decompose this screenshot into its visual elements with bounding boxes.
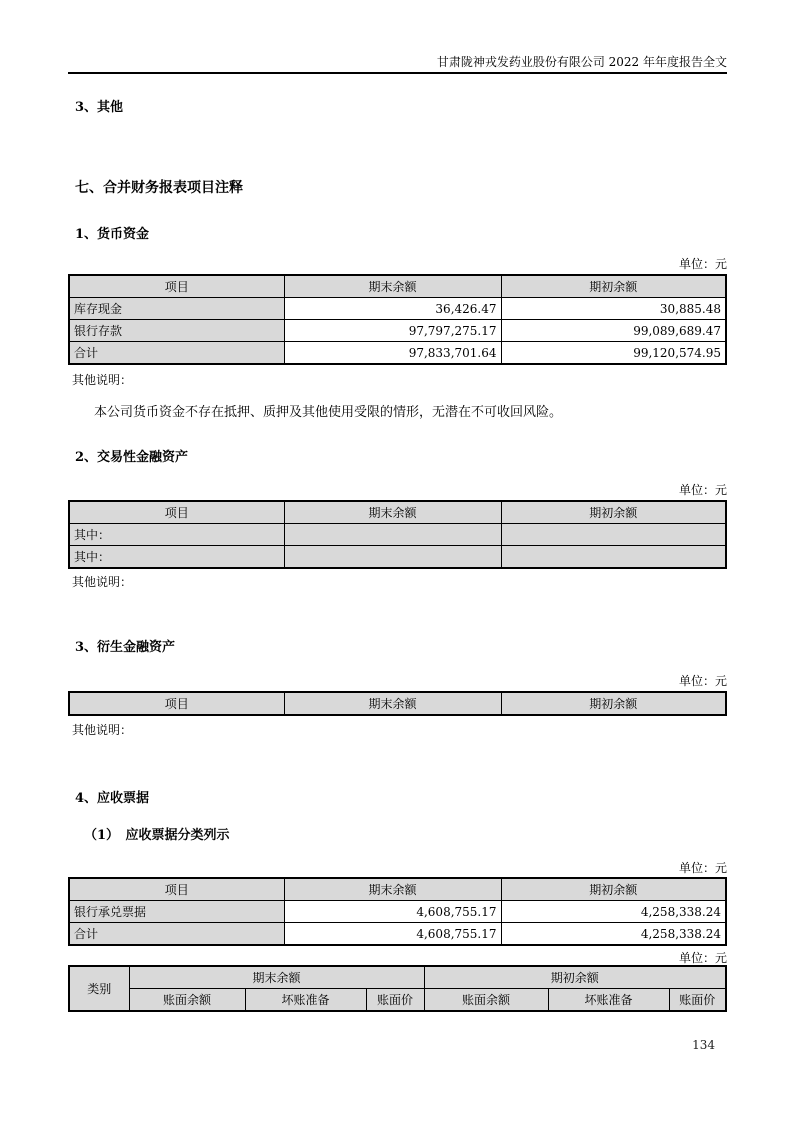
cell-ending: 4,608,755.17 [284, 901, 501, 923]
page-header-title: 甘肃陇神戎发药业股份有限公司 2022 年年度报告全文 [436, 55, 727, 69]
section-subheading-receivable-classification: （1） 应收票据分类列示 [84, 828, 230, 843]
col-header-item: 项目 [69, 275, 284, 298]
other-note-label: 其他说明： [72, 723, 133, 737]
section-heading-receivable: 4、应收票据 [75, 791, 150, 806]
trading-assets-table [68, 500, 727, 569]
cell-ending: 4,608,755.17 [284, 923, 501, 946]
unit-label: 单位：元 [678, 951, 727, 965]
col-header-item: 项目 [69, 692, 284, 715]
row-label: 其中： [69, 546, 284, 569]
cash-table [68, 274, 727, 365]
group-header-beginning: 期初余额 [424, 966, 726, 989]
header-rule [68, 72, 727, 74]
col-header-ending: 期末余额 [284, 878, 501, 901]
table-row [69, 524, 726, 546]
unit-label: 单位：元 [678, 674, 727, 688]
derivative-assets-table [68, 691, 727, 716]
cell-ending: 97,797,275.17 [284, 320, 501, 342]
notes-receivable-table [68, 877, 727, 946]
cell-ending [284, 524, 501, 546]
section-heading-notes: 七、合并财务报表项目注释 [75, 180, 243, 196]
row-label: 其中： [69, 524, 284, 546]
table-row-total [69, 923, 726, 946]
table-header-row [69, 878, 726, 901]
col-header-ending: 期末余额 [284, 275, 501, 298]
subcol-header-book-value: 账面价 [366, 989, 424, 1012]
row-label: 合计 [69, 923, 284, 946]
col-header-item: 项目 [69, 501, 284, 524]
table-header-row [69, 275, 726, 298]
table-row [69, 901, 726, 923]
unit-label: 单位：元 [678, 483, 727, 497]
table-header-row [69, 692, 726, 715]
cell-ending: 97,833,701.64 [284, 342, 501, 365]
table-row [69, 298, 726, 320]
row-label: 银行承兑票据 [69, 901, 284, 923]
col-header-ending: 期末余额 [284, 501, 501, 524]
section-heading-trading: 2、交易性金融资产 [75, 450, 189, 465]
table-header-row-groups [69, 966, 726, 989]
col-header-item: 项目 [69, 878, 284, 901]
section-heading-other: 3、其他 [75, 100, 124, 115]
cell-beginning [501, 546, 726, 569]
cash-note-paragraph: 本公司货币资金不存在抵押、质押及其他使用受限的情形，无潜在不可收回风险。 [94, 405, 563, 420]
table-row [69, 320, 726, 342]
cell-beginning: 99,089,689.47 [501, 320, 726, 342]
cell-ending [284, 546, 501, 569]
table-row [69, 546, 726, 569]
unit-label: 单位：元 [678, 257, 727, 271]
cell-beginning: 30,885.48 [501, 298, 726, 320]
page-number: 134 [692, 1038, 715, 1052]
table-row-total [69, 342, 726, 365]
cell-beginning: 4,258,338.24 [501, 923, 726, 946]
col-header-category: 类别 [69, 966, 129, 1011]
section-heading-derivative: 3、衍生金融资产 [75, 640, 176, 655]
subcol-header-book-balance: 账面余额 [129, 989, 245, 1012]
subcol-header-book-balance: 账面余额 [424, 989, 548, 1012]
section-heading-cash: 1、货币资金 [75, 227, 150, 242]
unit-label: 单位：元 [678, 861, 727, 875]
col-header-ending: 期末余额 [284, 692, 501, 715]
row-label: 合计 [69, 342, 284, 365]
other-note-label: 其他说明： [72, 373, 133, 387]
row-label: 库存现金 [69, 298, 284, 320]
cell-beginning: 99,120,574.95 [501, 342, 726, 365]
group-header-ending: 期末余额 [129, 966, 424, 989]
subcol-header-book-value: 账面价 [669, 989, 726, 1012]
col-header-beginning: 期初余额 [501, 275, 726, 298]
col-header-beginning: 期初余额 [501, 692, 726, 715]
subcol-header-bad-debt-provision: 坏账准备 [245, 989, 366, 1012]
row-label: 银行存款 [69, 320, 284, 342]
col-header-beginning: 期初余额 [501, 501, 726, 524]
cell-beginning [501, 524, 726, 546]
table-header-row-subcolumns [69, 989, 726, 1012]
table-header-row [69, 501, 726, 524]
cell-beginning: 4,258,338.24 [501, 901, 726, 923]
other-note-label: 其他说明： [72, 575, 133, 589]
notes-receivable-detail-table [68, 965, 727, 1012]
cell-ending: 36,426.47 [284, 298, 501, 320]
subcol-header-bad-debt-provision: 坏账准备 [548, 989, 669, 1012]
col-header-beginning: 期初余额 [501, 878, 726, 901]
